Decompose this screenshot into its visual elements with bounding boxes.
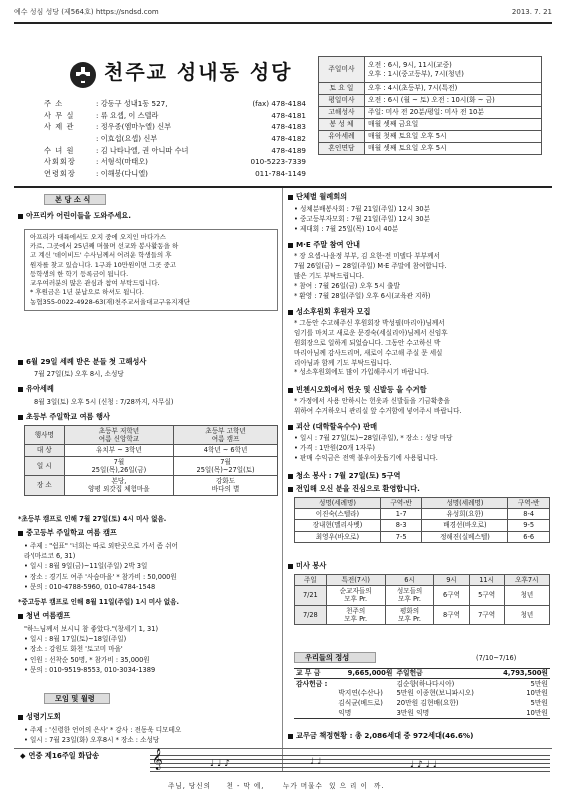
welcome-title: 전입해 오신 분을 진심으로 환영합니다.: [288, 484, 420, 493]
detail-line: 위하여 수거하오니 관리실 앞 수거함에 넣어주시 바랍니다.: [294, 406, 462, 415]
detail-line: • 가격 : 1만원(20개 1자루): [294, 443, 376, 452]
table-row: [295, 520, 550, 531]
table-cell: 8-4: [508, 509, 550, 520]
contact-phone: 478-4181: [271, 110, 306, 120]
table-row: [295, 586, 550, 605]
detail-line: • 인원 : 선착순 50명, * 참가비 : 35,000원: [24, 655, 150, 664]
detail-line: 라'(마르코 6, 31): [24, 552, 76, 561]
camp-note-2: *중고등부 캠프로 인해 8월 11일(주일) 1시 미사 없음.: [18, 598, 180, 606]
offering-cell: 9,665,000원: [336, 669, 394, 679]
schedule-value: 오전 : 6시 (월 ~ 토) 오전 : 10시(화 ~ 금): [365, 95, 542, 107]
table-cell: 9-5: [508, 520, 550, 531]
table-cell: 7월 25일(목),26일(금): [64, 456, 174, 475]
offering-row: [294, 709, 550, 719]
table-cell: 강화도 바다의 별: [174, 476, 278, 495]
detail-line: • 주제 : '신령한 언어의 은사' * 강사 : 전동욱 디모테오: [24, 726, 182, 734]
detail-line: 원회장으로 일하게 되었습니다. 그동안 수고하신 박: [294, 338, 441, 347]
mass-service-title: 미사 봉사: [288, 561, 326, 570]
youth-camp-title: 청년 여름캠프: [18, 611, 70, 620]
treble-clef-icon: 𝄞: [152, 749, 163, 770]
offering-cell: 5만원: [530, 679, 548, 688]
detail-line: • 판매 수익금은 전액 불우이웃돕기에 사용됩니다.: [294, 453, 438, 462]
contact-info: [44, 98, 306, 179]
offering-cell: 김순향(하나다시아): [396, 679, 455, 688]
africa-line: 원자를 찾고 있습니다. 1구좌 10만원이면 그곳 중고: [30, 260, 177, 269]
schedule-label: 유아세례: [319, 131, 365, 143]
table-header-cell: 주일: [295, 575, 327, 586]
table-cell: 정해진(실베스텔): [422, 531, 508, 542]
table-row: [295, 509, 550, 520]
table-cell: 천주의 모후 Pr.: [326, 605, 385, 624]
offering-row: [294, 689, 550, 699]
africa-line: 교우여러분의 많은 관심과 참여 부탁드립니다.: [30, 279, 160, 288]
contact-phone: 478-4182: [271, 134, 306, 144]
church-logo-icon: [70, 62, 96, 88]
detail-line: * 장 요셉-나윤정 부부, 김 요한-전 미델다 부부께서: [294, 252, 440, 260]
schedule-label: 혼인면담: [319, 143, 365, 155]
detail-line: • 주제 : "쉼표" '너희는 따로 외딴곳으로 가서 좀 쉬어: [24, 542, 178, 550]
spirit-prayer-details: [24, 725, 280, 745]
table-row: [295, 605, 550, 624]
table-cell: 8-3: [380, 520, 422, 531]
table-cell: 대 상: [25, 445, 65, 456]
table-header-row: [25, 426, 278, 445]
table-header-row: [295, 498, 550, 509]
detail-line: 리아님과 함께 기도 부탁드립니다.: [294, 358, 392, 367]
table-header-cell: 9시: [434, 575, 469, 586]
contact-label: 연령회장: [44, 168, 76, 178]
schedule-label: 평일미사: [319, 95, 365, 107]
detail-line: * 가정에서 사용 안하시는 헌옷과 신발들을 기금확충을: [294, 397, 451, 405]
schedule-value: 매월 첫째 토요일 오후 5시: [365, 131, 542, 143]
clothes-title: 빈첸시오회에서 헌옷 및 신발등 을 수거함: [288, 385, 427, 394]
table-cell: 1-7: [380, 509, 422, 520]
offering-cell: 김식균(베드로): [338, 699, 383, 708]
table-cell: 장내현(멜리사벳): [295, 520, 381, 531]
table-cell: 최영우(바오로): [295, 531, 381, 542]
table-header-cell: 6시: [385, 575, 434, 586]
offering-section-header: 우리들의 정성: [294, 652, 376, 663]
schedule-value: 오전 : 6시, 9시, 11시(교중) 오후 : 1시(중고등부), 7시(청년): [365, 57, 542, 83]
detail-line: • 성체분배봉사회 : 7월 21일(주일) 12시 30분: [294, 205, 431, 213]
me-title: M·E 주말 참여 안내: [288, 240, 360, 249]
table-row: [25, 476, 278, 495]
corn-sale-title: 괴산 (대학할옥수수) 판매: [288, 422, 377, 431]
column-divider: [282, 188, 283, 772]
contact-label: 사 무 실: [44, 110, 75, 120]
schedule-label: 토 요 일: [319, 83, 365, 95]
spirit-prayer-title: 성령기도회: [18, 712, 61, 721]
schedule-row: [319, 119, 542, 131]
contact-row: [44, 144, 306, 156]
mass-schedule-table: [318, 56, 542, 155]
offering-total: 교무금 책정현황 : 총 2,086세대 중 972세대(46.6%): [288, 731, 473, 740]
school-event-title: 초등부 주일학교 여름 행사: [18, 412, 110, 421]
contact-row: [44, 110, 306, 122]
me-details: [294, 252, 550, 301]
psalm-title: ◆ 연중 제16주일 화답송: [20, 751, 100, 760]
offering-cell: 박지연(수산나): [338, 689, 383, 698]
contact-value: : 강동구 성내1동 527,: [96, 99, 168, 109]
table-cell: 6구역: [434, 586, 469, 605]
detail-line: * 그동안 수고해주신 후원회장 박성필(마리아)님께서: [294, 319, 445, 327]
contact-phone: 011-784-1149: [255, 168, 306, 178]
corn-sale-details: [294, 434, 550, 464]
contact-value: : 김 나타나엘, 권 아니따 수녀: [96, 145, 189, 155]
contact-row: [44, 156, 306, 168]
youth-camp-details: [24, 624, 280, 675]
schedule-row: [319, 95, 542, 107]
table-cell: 8구역: [434, 605, 469, 624]
offering-cell: 5만원: [530, 699, 548, 708]
table-header-cell: 오후7시: [504, 575, 549, 586]
table-header-row: [295, 575, 550, 586]
table-header-cell: 성명(세례명): [422, 498, 508, 509]
offering-cell: 20만원 김현배(요한): [396, 699, 459, 708]
table-header-cell: 초등부 저학년 여름 신앙학교: [64, 426, 174, 445]
detail-line: 많은 기도 부탁드립니다.: [294, 271, 364, 280]
note-icon: ♩ ♩ ♪: [210, 759, 230, 769]
detail-line: • 장소 : 경기도 여주 '사슴마을' * 참가비 : 50,000원: [24, 572, 177, 581]
offering-cell: [336, 679, 394, 689]
bottom-rule: [14, 748, 552, 749]
africa-line: 카르, 그곳에서 25년째 머물며 선교와 봉사활동을 하: [30, 242, 179, 251]
table-cell: 유치부 ~ 3학년: [64, 445, 174, 456]
offering-cell: 10만원: [526, 709, 548, 717]
camp-note-1: *초등부 캠프로 인해 7월 27일(토) 4시 미사 없음.: [18, 515, 167, 523]
middle-camp-details: [24, 541, 280, 592]
table-cell: 청년: [504, 605, 549, 624]
detail-line: • 제대회 : 7월 25일(목) 10시 40분: [294, 225, 399, 234]
contact-phone: (fax) 478-4184: [252, 99, 306, 109]
schedule-value: 매월 셋째 금요일: [365, 119, 542, 131]
contact-label: 사 제 관: [44, 122, 75, 132]
table-row: [25, 456, 278, 475]
offering-cell: 3만원 익명: [396, 709, 430, 717]
meeting-section-header: 모임 및 월령: [44, 693, 110, 704]
sponsor-details: [294, 319, 550, 378]
offering-table: [294, 668, 550, 719]
detail-line: 7월 26일(금) ~ 28일(주일) M·E 주말에 참여합니다.: [294, 261, 447, 270]
news-section-header: 본 당 소 식: [44, 194, 106, 205]
detail-line: * 환영 : 7월 28일(주일) 오후 6시(교육관 지하): [294, 291, 431, 300]
offering-cell: [294, 709, 336, 719]
table-cell: 유성희(요한): [422, 509, 508, 520]
table-header-cell: 행사명: [25, 426, 65, 445]
schedule-value: 주일: 미사 전 20분/평일: 미사 전 10분: [365, 107, 542, 119]
table-cell: 7구역: [469, 605, 504, 624]
school-event-table: [24, 425, 278, 496]
middle-camp-title: 중고등부 주일학교 여름 캠프: [18, 528, 117, 537]
contact-value: : 이해봉(다니엘): [96, 168, 148, 178]
detail-line: • 일시 : 8월 9일(금)~11일(주일) 2박 3일: [24, 562, 148, 571]
detail-line: • 문의 : 010-9519-8553, 010-3034-1389: [24, 665, 156, 674]
schedule-value: 오후 : 4시(초등부), 7시(특전): [365, 83, 542, 95]
contact-label: 주 소: [44, 99, 64, 109]
offering-row: [294, 699, 550, 709]
contact-value: : 정우종(엠마누엘) 신부: [96, 122, 172, 132]
offering-period: (7/10~7/16): [476, 654, 517, 662]
table-cell: 청년: [504, 586, 549, 605]
infant-baptism-line: 8월 3일(토) 오후 5시 (신청 : 7/28까지, 사무실): [34, 398, 174, 406]
schedule-label: 봉 성 체: [319, 119, 365, 131]
offering-cell: [294, 699, 336, 709]
table-header-cell: 구역-반: [380, 498, 422, 509]
offering-cell: 5만원 이종현(보니파시오): [396, 689, 474, 698]
schedule-row: [319, 57, 542, 83]
schedule-row: [319, 107, 542, 119]
contact-phone: 010-5223-7339: [250, 157, 306, 167]
africa-line: 농협355-0022-4928-63(재)천주교서울대교구유지재단: [30, 297, 191, 306]
header-rule: [14, 186, 552, 188]
infant-baptism-title: 유아세례: [18, 384, 54, 393]
sponsor-title: 성소후원회 후원자 모집: [288, 307, 370, 316]
note-icon: ♩ ♩: [310, 757, 322, 767]
contact-row: [44, 121, 306, 133]
table-cell: 7-5: [380, 531, 422, 542]
table-row: [295, 531, 550, 542]
mass-service-table: [294, 574, 550, 625]
contact-phone: 478-4183: [271, 122, 306, 132]
contact-label: 수 녀 원: [44, 145, 75, 155]
issue-info: 예수 성심 성당 (제564호) https://sndsd.com: [14, 8, 159, 16]
table-cell: 본당, 양평 외갓집 체험마을: [64, 476, 174, 495]
contact-label: 사회회장: [44, 157, 76, 167]
offering-cell: 주일헌금: [394, 669, 491, 679]
memorial-details: [294, 204, 550, 235]
table-cell: 6-6: [508, 531, 550, 542]
offering-cell: 10만원: [526, 689, 548, 698]
table-cell: 장 소: [25, 476, 65, 495]
issue-date: 2013. 7. 21: [511, 8, 552, 16]
africa-line: * 후원금은 1년 분납으로 하셔도 됩니다.: [30, 288, 144, 297]
detail-line: • 장소 : 강원도 화천 '토고미 마을': [24, 645, 123, 654]
contact-value: : 서형석(마태오): [96, 157, 148, 167]
contact-row: [44, 168, 306, 180]
table-cell: 평화의 모후 Pr.: [385, 605, 434, 624]
cleaning-title: 청소 봉사 : 7월 27일(토) 5구역: [288, 471, 400, 480]
table-header-cell: 성명(세례명): [295, 498, 381, 509]
offering-cell: 익명: [338, 709, 352, 717]
detail-line: • 일시 : 7월 23일(화) 오후8시 * 장소 : 소성당: [24, 736, 160, 745]
contact-row: [44, 133, 306, 145]
note-icon: ♩ ♪ ♩ ♩: [410, 760, 438, 770]
africa-line: 등학생의 한 학기 등록금이 됩니다.: [30, 269, 129, 278]
table-cell: 7/21: [295, 586, 327, 605]
table-header-cell: 11시: [469, 575, 504, 586]
contact-value: : 이효섭(요셉) 신부: [96, 134, 158, 144]
table-header-cell: 특전(7시): [326, 575, 385, 586]
schedule-value: 매월 셋째 토요일 오후 5시: [365, 143, 542, 155]
africa-title: 아프리카 어린이들을 도와주세요.: [18, 211, 131, 220]
table-cell: 배경선(바오로): [422, 520, 508, 531]
schedule-label: 주일미사: [319, 57, 365, 83]
detail-line: 임기를 마치고 새로운 문경숙(세실리아)님께서 신임후: [294, 328, 448, 337]
detail-line: • 일시 : 7월 27일(토)~28일(주일), * 장소 : 성당 마당: [294, 434, 453, 442]
table-cell: 7/28: [295, 605, 327, 624]
schedule-row: [319, 143, 542, 155]
schedule-label: 고해성사: [319, 107, 365, 119]
offering-cell: 교 무 금: [294, 669, 336, 679]
table-cell: 4학년 ~ 6학년: [174, 445, 278, 456]
table-cell: 7월 25일(목)~27일(토): [174, 456, 278, 475]
memorial-title: 단체별 월례회의: [288, 192, 347, 201]
africa-line: 고 계신 '데이비드' 수사님께서 어려운 학생들의 후: [30, 251, 172, 260]
contact-row: [44, 98, 306, 110]
detail-line: 마리아님께 감사드리며, 새로이 수고해 주실 문 세실: [294, 348, 443, 357]
offering-row: [294, 679, 550, 689]
table-cell: 5구역: [469, 586, 504, 605]
contact-phone: 478-4189: [271, 145, 306, 155]
contact-value: : 류 요셉, 이 스텔라: [96, 110, 159, 120]
detail-line: * 성소후원회에도 많이 가입해주시기 바랍니다.: [294, 368, 429, 377]
schedule-row: [319, 131, 542, 143]
detail-line: • 문의 : 010-4788-5960, 010-4784-1548: [24, 582, 156, 591]
table-cell: 순교자들의 모후 Pr.: [326, 586, 385, 605]
offering-cell: [294, 689, 336, 699]
table-cell: 일 시: [25, 456, 65, 475]
welcome-table: [294, 497, 550, 543]
offering-row: [294, 669, 550, 679]
table-header-cell: 초등부 고학년 여름 캠프: [174, 426, 278, 445]
church-title: 천주교 성내동 성당: [104, 60, 293, 84]
africa-notice-box: [24, 229, 278, 311]
table-cell: 성모들의 모후 Pr.: [385, 586, 434, 605]
offering-cell: 감사헌금 :: [296, 679, 328, 688]
table-cell: 이진숙(스텔라): [295, 509, 381, 520]
offering-cell: 4,793,500원: [492, 669, 550, 679]
schedule-row: [319, 83, 542, 95]
detail-line: • 중고등부자모회 : 7월 21일(주일) 12시 30분: [294, 215, 431, 224]
africa-line: 아프리카 대륙에서도 오지 중에 오지인 마다가스: [30, 233, 166, 241]
psalm-lyrics: 주님, 당신의 천 - 막 에, 누가 머물수 있 으 리 이 까.: [168, 782, 385, 790]
detail-line: * 참여 : 7월 26일(금) 오후 5시 출발: [294, 281, 400, 290]
top-line: [14, 8, 552, 18]
table-row: [25, 445, 278, 456]
top-rule: [14, 22, 552, 24]
detail-line: • 일시 : 8월 17일(토)~18일(주일): [24, 635, 127, 644]
detail-line: "하느님께서 보시니 참 좋았다."(창세기 1, 31): [24, 625, 159, 633]
clothes-details: [294, 397, 550, 417]
music-staff: [150, 749, 550, 779]
baptism-title: 6월 29일 세례 받은 분들 첫 고해성사: [18, 357, 146, 366]
baptism-line: 7월 27일(토) 오후 8시, 소성당: [34, 370, 124, 378]
table-header-cell: 구역-반: [508, 498, 550, 509]
